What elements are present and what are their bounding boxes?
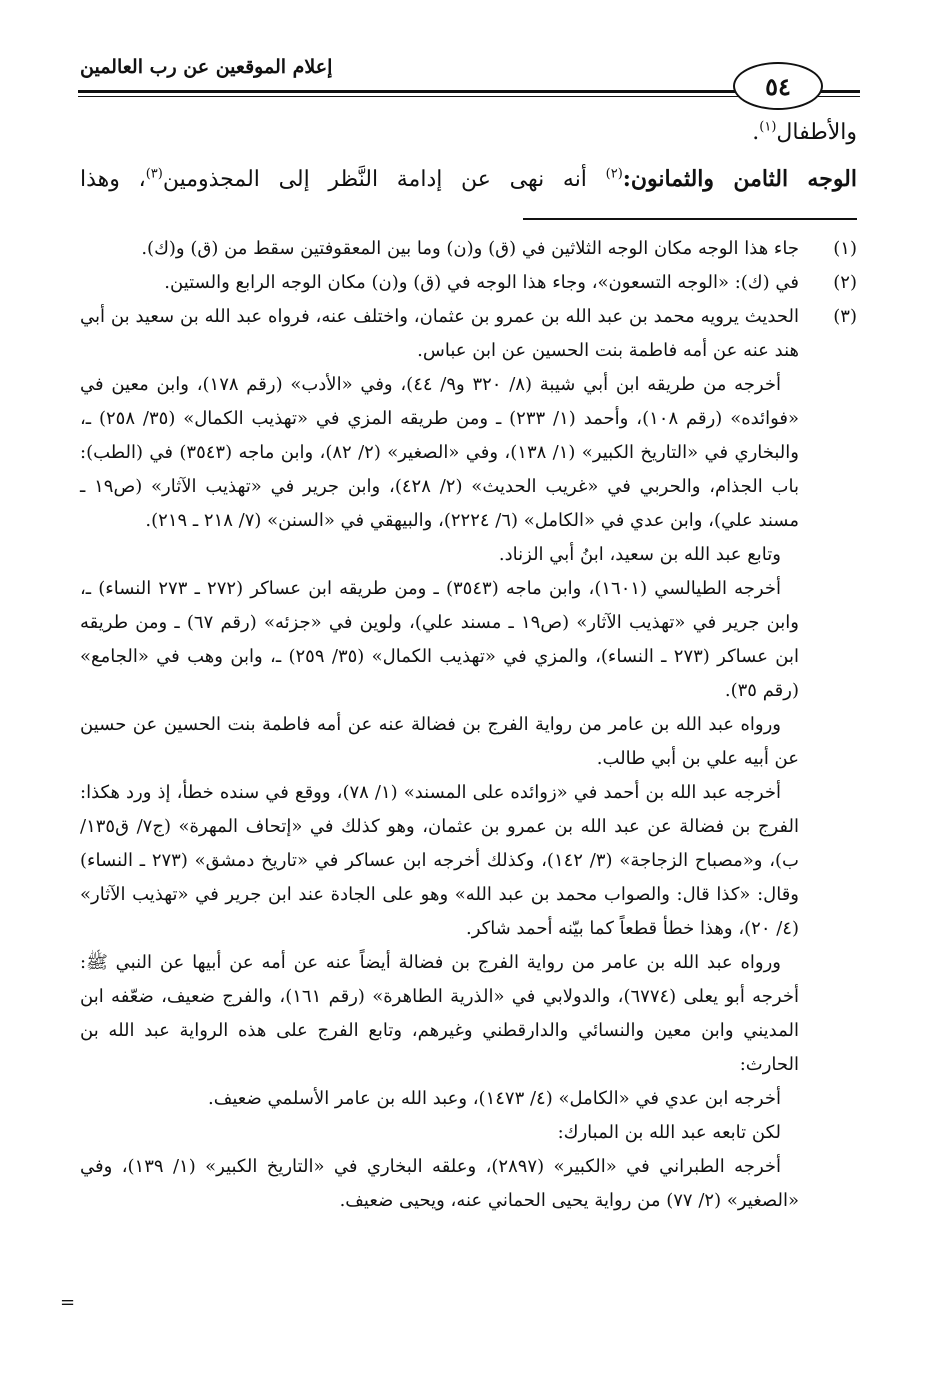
footnote-paragraph: ورواه عبد الله بن عامر من رواية الفرج بن فضالة أيضاً عنه عن أمه عن أبيها عن النبي ﷺ: أخرجه أبو يعلى (٦٧٧٤)، والدولابي في «الذرية الطاهرة» (رقم ١٦١)، والفرج ضعيف، ضعّفه ابن المديني وابن معين والنسائي والدارقطني وغيرهم، وتابع الفرج على هذه الرواية عبد الله بن الحارث: — [80, 952, 799, 1075]
footnote-ref-2: (٢) — [605, 166, 623, 182]
footnotes — [80, 232, 857, 1218]
main-text-end: ، وهذا — [80, 167, 146, 192]
footnote-number: (٣) — [833, 306, 857, 327]
section-heading: الوجه الثامن والثمانون: — [622, 166, 858, 192]
footnote-number: (٢) — [833, 272, 857, 293]
book-title: إعلام الموقعين عن رب العالمين — [80, 56, 333, 78]
main-text-end: . — [752, 120, 760, 145]
footnote-ref-3: (٣) — [145, 166, 163, 182]
main-text-line-1 — [752, 118, 857, 148]
footnote-separator — [523, 218, 857, 220]
continuation-mark: = — [60, 1292, 76, 1313]
footnote-2 — [80, 266, 857, 300]
page-number: ٥٤ — [765, 71, 791, 101]
footnote-paragraph: أخرجه الطبراني في «الكبير» (٢٨٩٧)، وعلقه البخاري في «التاريخ الكبير» (١/ ١٣٩)، وفي «الصغير» (٢/ ٧٧) من رواية يحيى الحماني عنه، ويحيى ضعيف. — [80, 1156, 799, 1211]
footnote-paragraph: لكن تابعه عبد الله بن المبارك: — [557, 1122, 781, 1143]
footnote-paragraph: أخرجه الطيالسي (١٦٠١)، وابن ماجه (٣٥٤٣) ـ ومن طريقه ابن عساكر (٢٧٢ ـ ٢٧٣ النساء) ـ، وابن جرير في «تهذيب الآثار» (ص١٩ ـ مسند علي)، ولوين في «جزئه» (رقم ٦٧) ـ ومن طريقه ابن عساكر (٢٧٣ ـ النساء)، والمزي في «تهذيب الكمال» (٣٥/ ٢٥٩) ـ، وابن وهب في «الجامع» (رقم ٣٥). — [80, 578, 799, 701]
page-number-badge — [733, 62, 823, 110]
footnote-paragraph: أخرجه ابن عدي في «الكامل» (٤/ ١٤٧٣)، وعبد الله بن عامر الأسلمي ضعيف. — [208, 1088, 781, 1109]
footnote-text: الحديث يرويه محمد بن عبد الله بن عمرو بن عثمان، واختلف عنه، فرواه عبد الله بن سعيد بن أبي هند عنه عن أمه فاطمة بنت الحسين عن ابن عباس. — [80, 306, 799, 361]
footnote-text: في (ك): «الوجه التسعون»، وجاء هذا الوجه في (ق) و(ن) مكان الوجه الرابع والستين. — [164, 272, 799, 293]
footnote-3 — [80, 300, 857, 368]
main-text: والأطفال — [776, 120, 857, 145]
main-text: أنه نهى عن إدامة النَّظر إلى المجذومين — [162, 167, 606, 192]
footnote-text: جاء هذا الوجه مكان الوجه الثلاثين في (ق) و(ن) وما بين المعقوفتين سقط من (ق) و(ك). — [141, 238, 799, 259]
footnote-paragraph: ورواه عبد الله بن عامر من رواية الفرج بن فضالة عنه عن أمه فاطمة بنت الحسين عن حسين عن أبيه علي بن أبي طالب. — [80, 714, 799, 769]
footnote-paragraph: وتابع عبد الله بن سعيد، ابنُ أبي الزناد. — [498, 544, 781, 565]
running-header-title — [80, 56, 840, 78]
footnote-paragraph: أخرجه من طريقه ابن أبي شيبة (٨/ ٣٢٠ و٩/ ٤٤)، وفي «الأدب» (رقم ١٧٨)، وابن معين في «فوائده» (رقم ١٠٨)، وأحمد (١/ ٢٣٣) ـ ومن طريقه المزي في «تهذيب الكمال» (٣٥/ ٢٥٨) ـ، والبخاري في «التاريخ الكبير» (١/ ١٣٨)، وفي «الصغير» (٢/ ٨٢)، وابن ماجه (٣٥٤٣) في (الطب): باب الجذام، والحربي في «غريب الحديث» (٢/ ٤٢٨)، وابن جرير في «تهذيب الآثار» (ص١٩ ـ مسند علي)، وابن عدي في «الكامل» (٦/ ٢٢٢٤)، والبيهقي في «السنن» (٧/ ٢١٨ ـ ٢١٩). — [80, 374, 800, 531]
footnote-paragraph: أخرجه عبد الله بن أحمد في «زوائده على المسند» (١/ ٧٨)، ووقع في سنده خطأ، إذ ورد هكذا: الفرج بن فضالة عن عبد الله بن عمرو بن عثمان، وهو كذلك في «إتحاف المهرة» (ج٧/ ق١٣٥/ ب)، و«مصباح الزجاجة» (٣/ ١٤٢)، وكذلك أخرجه ابن عساكر في «تاريخ دمشق» (٢٧٣ ـ النساء) وقال: «كذا قال: والصواب محمد بن عبد الله» وهو على الجادة عند ابن جرير في «تهذيب الآثار» (٤/ ٢٠)، وهذا خطأ قطعاً كما بيّنه أحمد شاكر. — [80, 782, 799, 939]
main-text-line-2 — [80, 164, 857, 195]
footnote-number: (١) — [833, 238, 857, 259]
footnote-1 — [80, 232, 857, 266]
footnote-ref-1: (١) — [759, 119, 777, 135]
